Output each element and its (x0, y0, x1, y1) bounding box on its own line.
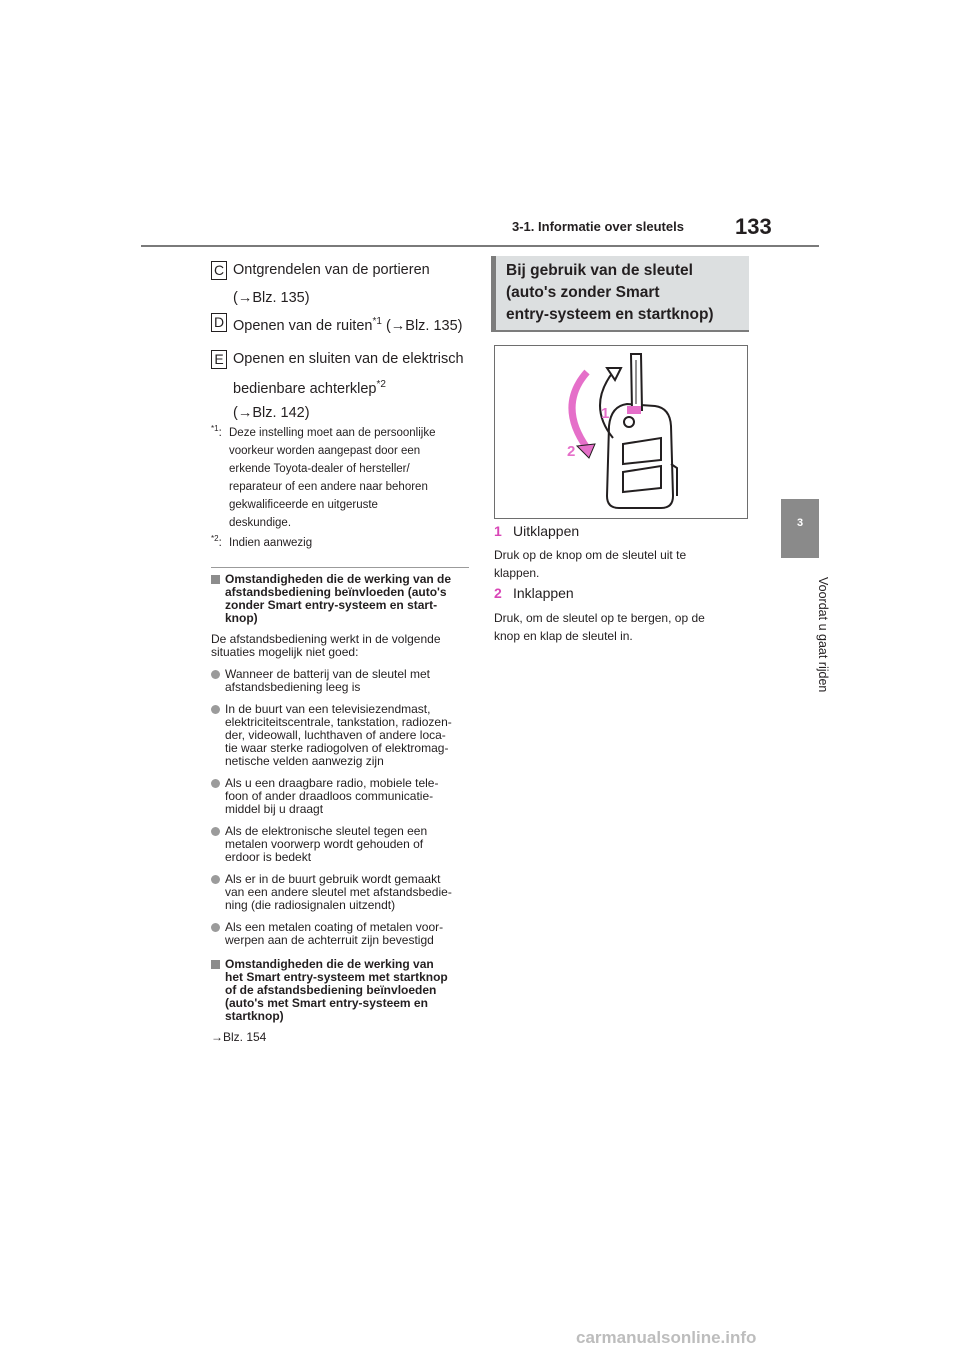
item-c-ref: (→Blz. 135) (233, 290, 310, 306)
square-bullet-icon (211, 575, 220, 584)
footnote-2-mark: *2 (211, 534, 219, 543)
bullet-dot-icon (211, 827, 220, 836)
left-divider (211, 567, 469, 568)
fold-arrow-icon (572, 372, 587, 448)
step-label-1: Uitklappen (513, 523, 580, 539)
bullet-dot-icon (211, 923, 220, 932)
list-item: Als er in de buurt gebruik wordt gemaakt van een andere sleutel met afstandsbedie- ning (die radiosignalen uitzendt) (211, 873, 469, 912)
flip-key-illustration (495, 346, 747, 518)
watermark: carmanualsonline.info (576, 1328, 757, 1347)
item-e (233, 347, 478, 425)
letter-box-c: C (211, 261, 227, 280)
figure-label-2: 2 (567, 443, 576, 460)
item-e-ref: (→Blz. 142) (233, 404, 310, 421)
header-divider (141, 245, 819, 247)
step-number-2: 2 (494, 585, 502, 601)
item-c-text: Ontgrendelen van de portieren (233, 262, 430, 278)
figure-label-1: 1 (601, 405, 610, 422)
square-bullet-icon (211, 960, 220, 969)
footnote-1: $^{*1}$: Deze instelling moet aan de persoonlijke voorkeur worden aangepast door een erkende Toyota-dealer of hersteller/ reparateur of een andere naar behoren gekwalificeerde en uitgeruste deskundige. (211, 424, 436, 529)
list-item: Als een metalen coating of metalen voor- werpen aan de achterruit zijn bevestigd (211, 921, 469, 947)
list-item: Als de elektronische sleutel tegen een metalen voorwerp wordt gehouden of erdoor is bedekt (211, 825, 469, 864)
remote-conditions (211, 573, 469, 1044)
bullet-dot-icon (211, 875, 220, 884)
key-blade-shape (631, 354, 642, 410)
item-e-footnote-mark: *2 (376, 379, 386, 390)
step-desc-1: Druk op de knop om de sleutel uit te klappen. (494, 548, 687, 580)
key-illustration (494, 345, 748, 519)
remote-conditions-intro: De afstandsbediening werkt in de volgende situaties mogelijk niet goed: (211, 632, 441, 659)
item-d-footnote-mark: *1 (372, 316, 382, 327)
bullet-dot-icon (211, 779, 220, 788)
page-number: 133 (735, 214, 772, 239)
step-label-2: Inklappen (513, 585, 574, 601)
chapter-caption: Voordat u gaat rijden (816, 577, 830, 693)
remote-conditions-heading: Omstandigheden die de werking van de afstandsbediening beïnvloeden (auto's zonder Smart entry-systeem en start- knop) (211, 573, 469, 625)
footnote-1-mark: *1 (211, 424, 219, 433)
key-fob-shape (607, 404, 677, 508)
item-d (233, 310, 478, 338)
right-heading: Bij gebruik van de sleutel (auto's zonder Smart entry-systeem en startknop) (491, 256, 749, 330)
item-d-ref: (→Blz. 135) (381, 317, 463, 334)
item-e-text: Openen en sluiten van de elektrisch (233, 351, 464, 367)
section-title: 3-1. Informatie over sleutels (512, 219, 684, 234)
footnote-2: $^{*2}$: Indien aanwezig (211, 534, 313, 549)
key-button-highlight (627, 406, 641, 414)
step-desc-2: Druk, om de sleutel op te bergen, op de knop en klap de sleutel in. (494, 611, 705, 643)
letter-box-d: D (211, 313, 227, 332)
chapter-tab-number: 3 (796, 517, 804, 529)
list-item: In de buurt van een televisiezendmast, elektriciteitscentrale, tankstation, radiozen- der, videowall, luchthaven of andere loca- tie waar sterke radiogolven of elektromag- netische velden aanwezig zijn (211, 703, 469, 768)
right-heading-divider (491, 330, 749, 332)
item-e-text-2: bedienbare achterklep (233, 380, 377, 397)
item-c (233, 258, 478, 310)
letter-box-e: E (211, 350, 227, 369)
list-item: Als u een draagbare radio, mobiele tele- foon of ander draadloos communicatie- middel bij u draagt (211, 777, 469, 816)
item-d-text: Openen van de ruiten (233, 317, 373, 334)
smart-conditions-heading: Omstandigheden die de werking van het Smart entry-systeem met startknop of de afstandsbediening beïnvloeden (auto's met Smart entry-systeem en startknop) (211, 958, 469, 1023)
bullet-dot-icon (211, 670, 220, 679)
list-item: Wanneer de batterij van de sleutel met afstandsbediening leeg is (211, 668, 469, 694)
step-number-1: 1 (494, 523, 502, 539)
smart-conditions-ref: →Blz. 154 (211, 1030, 267, 1044)
bullet-dot-icon (211, 705, 220, 714)
